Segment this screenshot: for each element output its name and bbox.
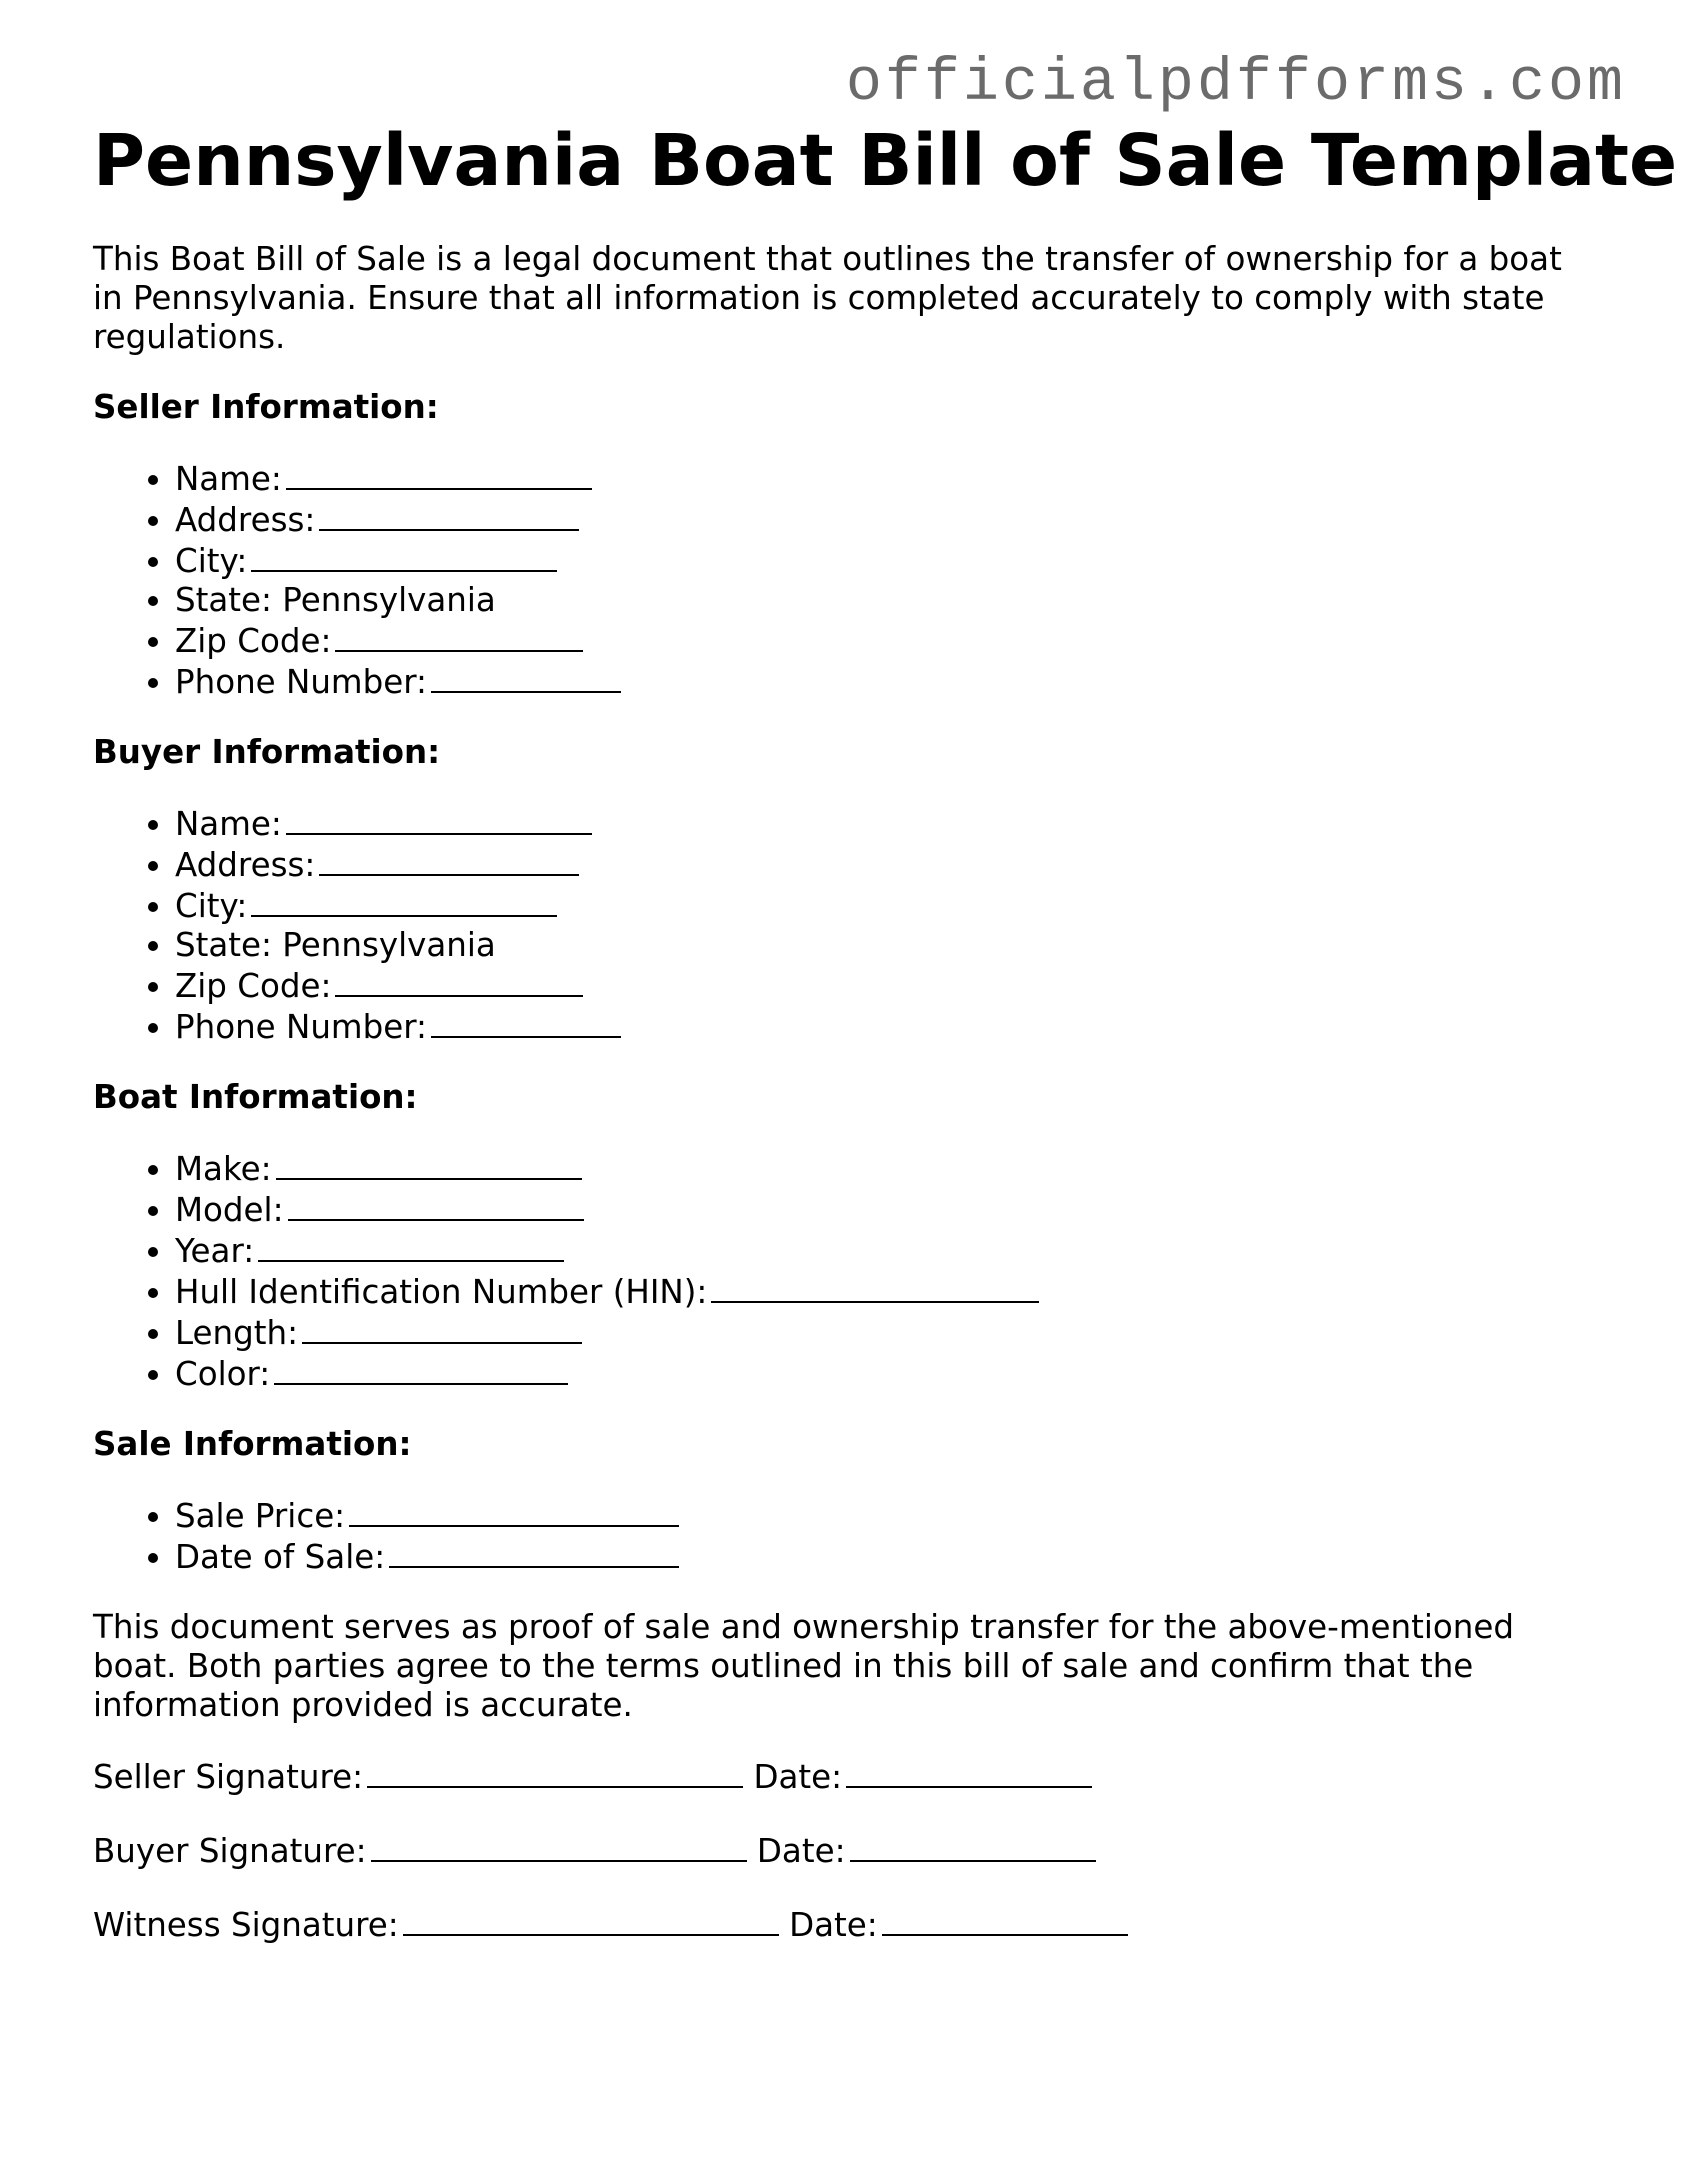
list-item [175,620,1593,661]
witness-signature-line [93,1904,1593,1945]
seller-signature-label: Seller Signature: [93,1758,364,1796]
buyer-address-label: Address: [175,846,316,884]
list-item [175,499,1593,540]
list-item [175,885,1593,926]
seller-signature-line [93,1756,1593,1797]
buyer-name-blank[interactable] [286,803,592,835]
buyer-signature-blank[interactable] [371,1830,747,1862]
seller-signature-blank[interactable] [367,1756,743,1788]
list-item [175,458,1593,499]
buyer-zip-blank[interactable] [335,965,583,997]
list-item [175,1189,1593,1230]
seller-zip-blank[interactable] [335,620,583,652]
seller-state-text: State: Pennsylvania [175,581,496,619]
buyer-heading: Buyer Information: [93,733,441,771]
seller-list [93,458,1593,702]
buyer-city-label: City: [175,887,248,925]
sale-date-blank[interactable] [389,1536,679,1568]
buyer-phone-blank[interactable] [431,1006,621,1038]
seller-zip-label: Zip Code: [175,622,332,660]
seller-city-label: City: [175,542,248,580]
sale-price-blank[interactable] [349,1495,679,1527]
list-item [175,926,1593,965]
list-item [175,1148,1593,1189]
seller-address-label: Address: [175,501,316,539]
seller-phone-blank[interactable] [431,661,621,693]
buyer-address-blank[interactable] [319,844,579,876]
boat-year-label: Year: [175,1232,255,1270]
list-item [175,1006,1593,1047]
seller-name-blank[interactable] [286,458,592,490]
intro-paragraph: This Boat Bill of Sale is a legal document that outlines the transfer of ownership for a boat in Pennsylvania. Ensure that all information is completed accurately to comply with state regulations. [93,240,1562,356]
list-item [175,1312,1593,1353]
boat-hin-blank[interactable] [711,1271,1039,1303]
list-item [175,965,1593,1006]
buyer-date-label: Date: [756,1832,846,1870]
list-item [175,803,1593,844]
sale-list [93,1495,1593,1577]
seller-name-label: Name: [175,460,282,498]
list-item [175,661,1593,702]
boat-length-label: Length: [175,1314,299,1352]
list-item [175,1230,1593,1271]
boat-model-label: Model: [175,1191,284,1229]
document-title: Pennsylvania Boat Bill of Sale Template [93,119,1678,202]
seller-address-blank[interactable] [319,499,579,531]
list-item [175,1495,1593,1536]
boat-color-label: Color: [175,1355,271,1393]
list-item [175,1536,1593,1577]
list-item [175,1353,1593,1394]
boat-hin-label: Hull Identification Number (HIN): [175,1273,708,1311]
buyer-city-blank[interactable] [251,885,557,917]
sale-price-label: Sale Price: [175,1497,346,1535]
seller-date-blank[interactable] [846,1756,1092,1788]
sale-heading: Sale Information: [93,1425,412,1463]
sale-date-label: Date of Sale: [175,1538,386,1576]
boat-list [93,1148,1593,1394]
watermark: officialpdfforms.com [845,50,1626,118]
buyer-date-blank[interactable] [850,1830,1096,1862]
buyer-phone-label: Phone Number: [175,1008,427,1046]
boat-model-blank[interactable] [288,1189,584,1221]
buyer-state-text: State: Pennsylvania [175,926,496,964]
witness-signature-blank[interactable] [403,1904,779,1936]
witness-date-blank[interactable] [882,1904,1128,1936]
buyer-signature-label: Buyer Signature: [93,1832,367,1870]
witness-signature-label: Witness Signature: [93,1906,399,1944]
boat-make-blank[interactable] [276,1148,582,1180]
boat-heading: Boat Information: [93,1078,418,1116]
closing-paragraph: This document serves as proof of sale and ownership transfer for the above-mentioned boat. Both parties agree to the terms outlined in this bill of sale and confirm that the information provided is accurate. [93,1608,1514,1724]
document-body [93,240,1593,1978]
seller-phone-label: Phone Number: [175,663,427,701]
list-item [175,540,1593,581]
seller-heading: Seller Information: [93,388,439,426]
buyer-signature-line [93,1830,1593,1871]
buyer-zip-label: Zip Code: [175,967,332,1005]
boat-year-blank[interactable] [258,1230,564,1262]
boat-color-blank[interactable] [274,1353,568,1385]
seller-date-label: Date: [753,1758,843,1796]
list-item [175,1271,1593,1312]
list-item [175,581,1593,620]
witness-date-label: Date: [789,1906,878,1944]
buyer-list [93,803,1593,1047]
boat-length-blank[interactable] [302,1312,582,1344]
buyer-name-label: Name: [175,805,282,843]
seller-city-blank[interactable] [251,540,557,572]
boat-make-label: Make: [175,1150,272,1188]
list-item [175,844,1593,885]
